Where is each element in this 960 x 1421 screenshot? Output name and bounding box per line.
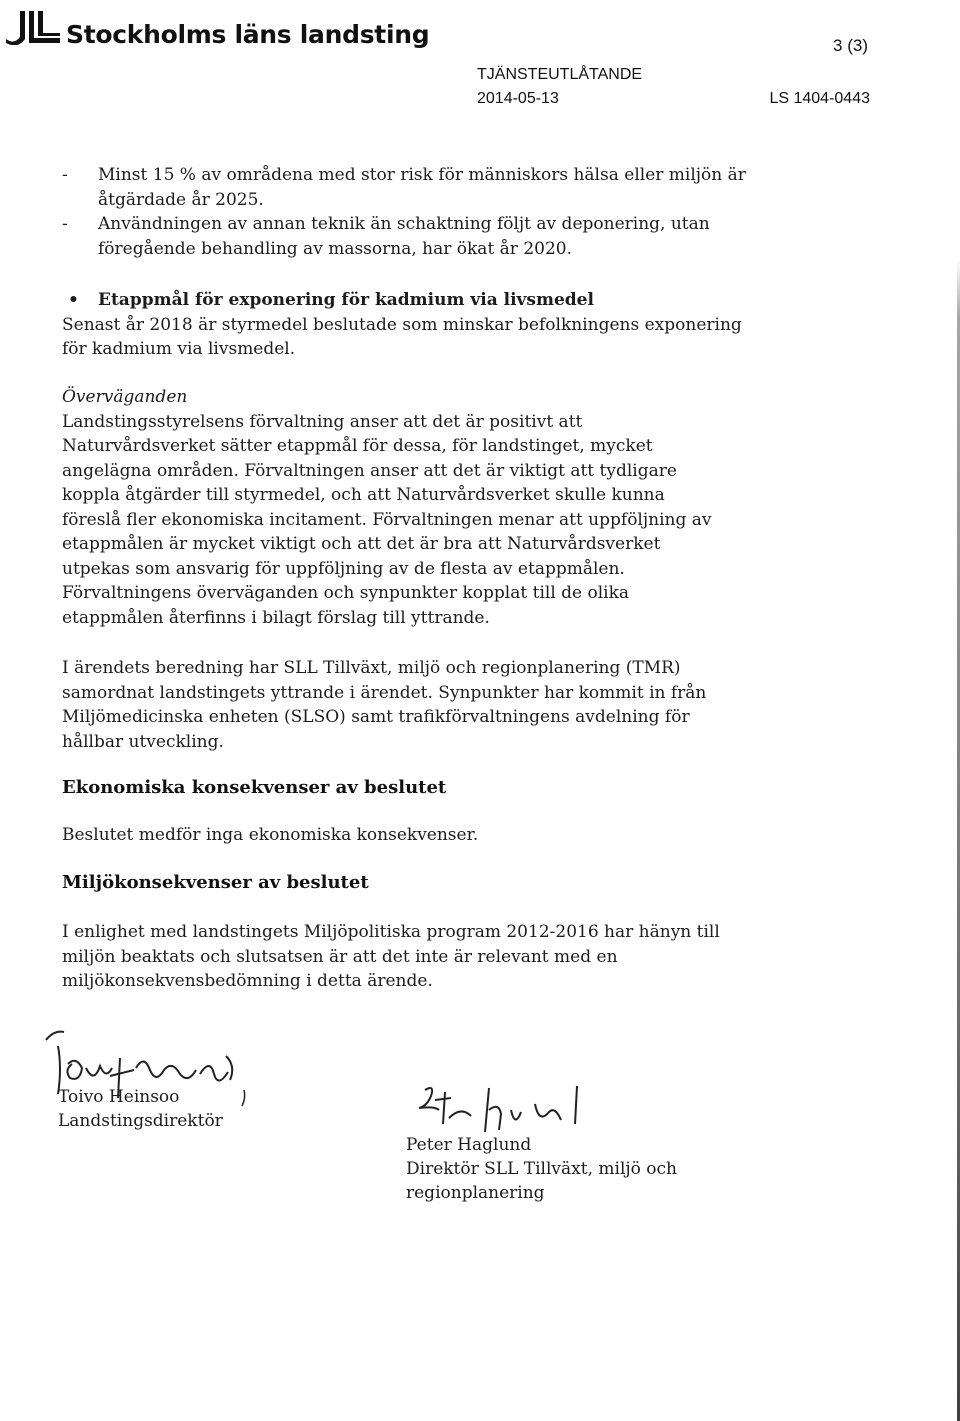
organization-name: Stockholms läns landsting xyxy=(66,20,430,49)
considerations-section xyxy=(62,385,722,630)
preparation-paragraph: I ärendets beredning har SLL Tillväxt, miljö och regionplanering (TMR) samordnat landstingets yttrande i ärendet. Synpunkter har kommit in från Miljömedicinska enheten (SLSO) samt trafikförvaltningens avdelning för hållbar utveckling. xyxy=(62,658,707,752)
economic-heading: Ekonomiska konsekvenser av beslutet xyxy=(62,777,447,798)
page-number: 3 (3) xyxy=(833,36,868,55)
bullet-title-text: Etappmål för exponering för kadmium via livsmedel xyxy=(98,290,594,310)
sll-logo-icon xyxy=(4,9,62,45)
dash-icon: - xyxy=(62,165,68,185)
bullet-heading xyxy=(62,288,762,313)
environmental-text: I enlighet med landstingets Miljöpolitiska program 2012-2016 har hänyn till miljön beaktats och slutsatsen är att det inte är relevant med en miljökonsekvensbedömning i detta ärende. xyxy=(62,922,720,991)
bullet-text: Senast år 2018 är styrmedel beslutade som minskar befolkningens exponering för kadmium via livsmedel. xyxy=(62,314,742,359)
signatory-left-title: Landstingsdirektör xyxy=(58,1111,223,1131)
environmental-heading: Miljökonsekvenser av beslutet xyxy=(62,872,369,893)
bullet-icon: • xyxy=(68,290,79,310)
document-reference: LS 1404-0443 xyxy=(769,90,870,107)
list-item xyxy=(62,163,782,212)
signatory-right-title: Direktör SLL Tillväxt, miljö och xyxy=(406,1159,678,1179)
list-item-text: Minst 15 % av områdena med stor risk för människors hälsa eller miljön är åtgärdade år 2025. xyxy=(98,165,746,210)
considerations-text: Landstingsstyrelsens förvaltning anser att det är positivt att Naturvårdsverket sätter etappmål för dessa, för landstinget, mycket angelägna områden. Förvaltningen anser att det är viktigt att tydligare koppla åtgärder till styrmedel, och att Naturvårdsverket skulle kunna föreslå fler ekonomiska incitament. Förvaltningen menar att uppföljning av etappmålen är mycket viktigt och att det är bra att Naturvårdsverket utpekas som ansvarig för uppföljning av de flesta av etappmålen. Förvaltningens överväganden och synpunkter kopplat till de olika etappmålen återfinns i bilagt förslag till yttrande. xyxy=(62,411,712,628)
signature-haglund-icon xyxy=(405,1080,605,1140)
signatory-right-title-continued: regionplanering xyxy=(406,1183,545,1203)
document-date: 2014-05-13 xyxy=(477,90,559,107)
goal-list xyxy=(62,163,782,261)
document-type: TJÄNSTEUTLÅTANDE xyxy=(477,66,643,83)
economic-text: Beslutet medför inga ekonomiska konsekvenser. xyxy=(62,825,479,845)
considerations-heading: Överväganden xyxy=(62,387,188,407)
signatory-left-name: Toivo Heinsoo xyxy=(58,1087,180,1107)
dash-icon: - xyxy=(62,214,68,234)
signatory-right-name: Peter Haglund xyxy=(406,1135,532,1155)
list-item xyxy=(62,212,782,261)
cadmium-goal xyxy=(62,288,762,362)
list-item-text: Användningen av annan teknik än schaktning följt av deponering, utan föregående behandling av massorna, har ökat år 2020. xyxy=(98,214,710,259)
